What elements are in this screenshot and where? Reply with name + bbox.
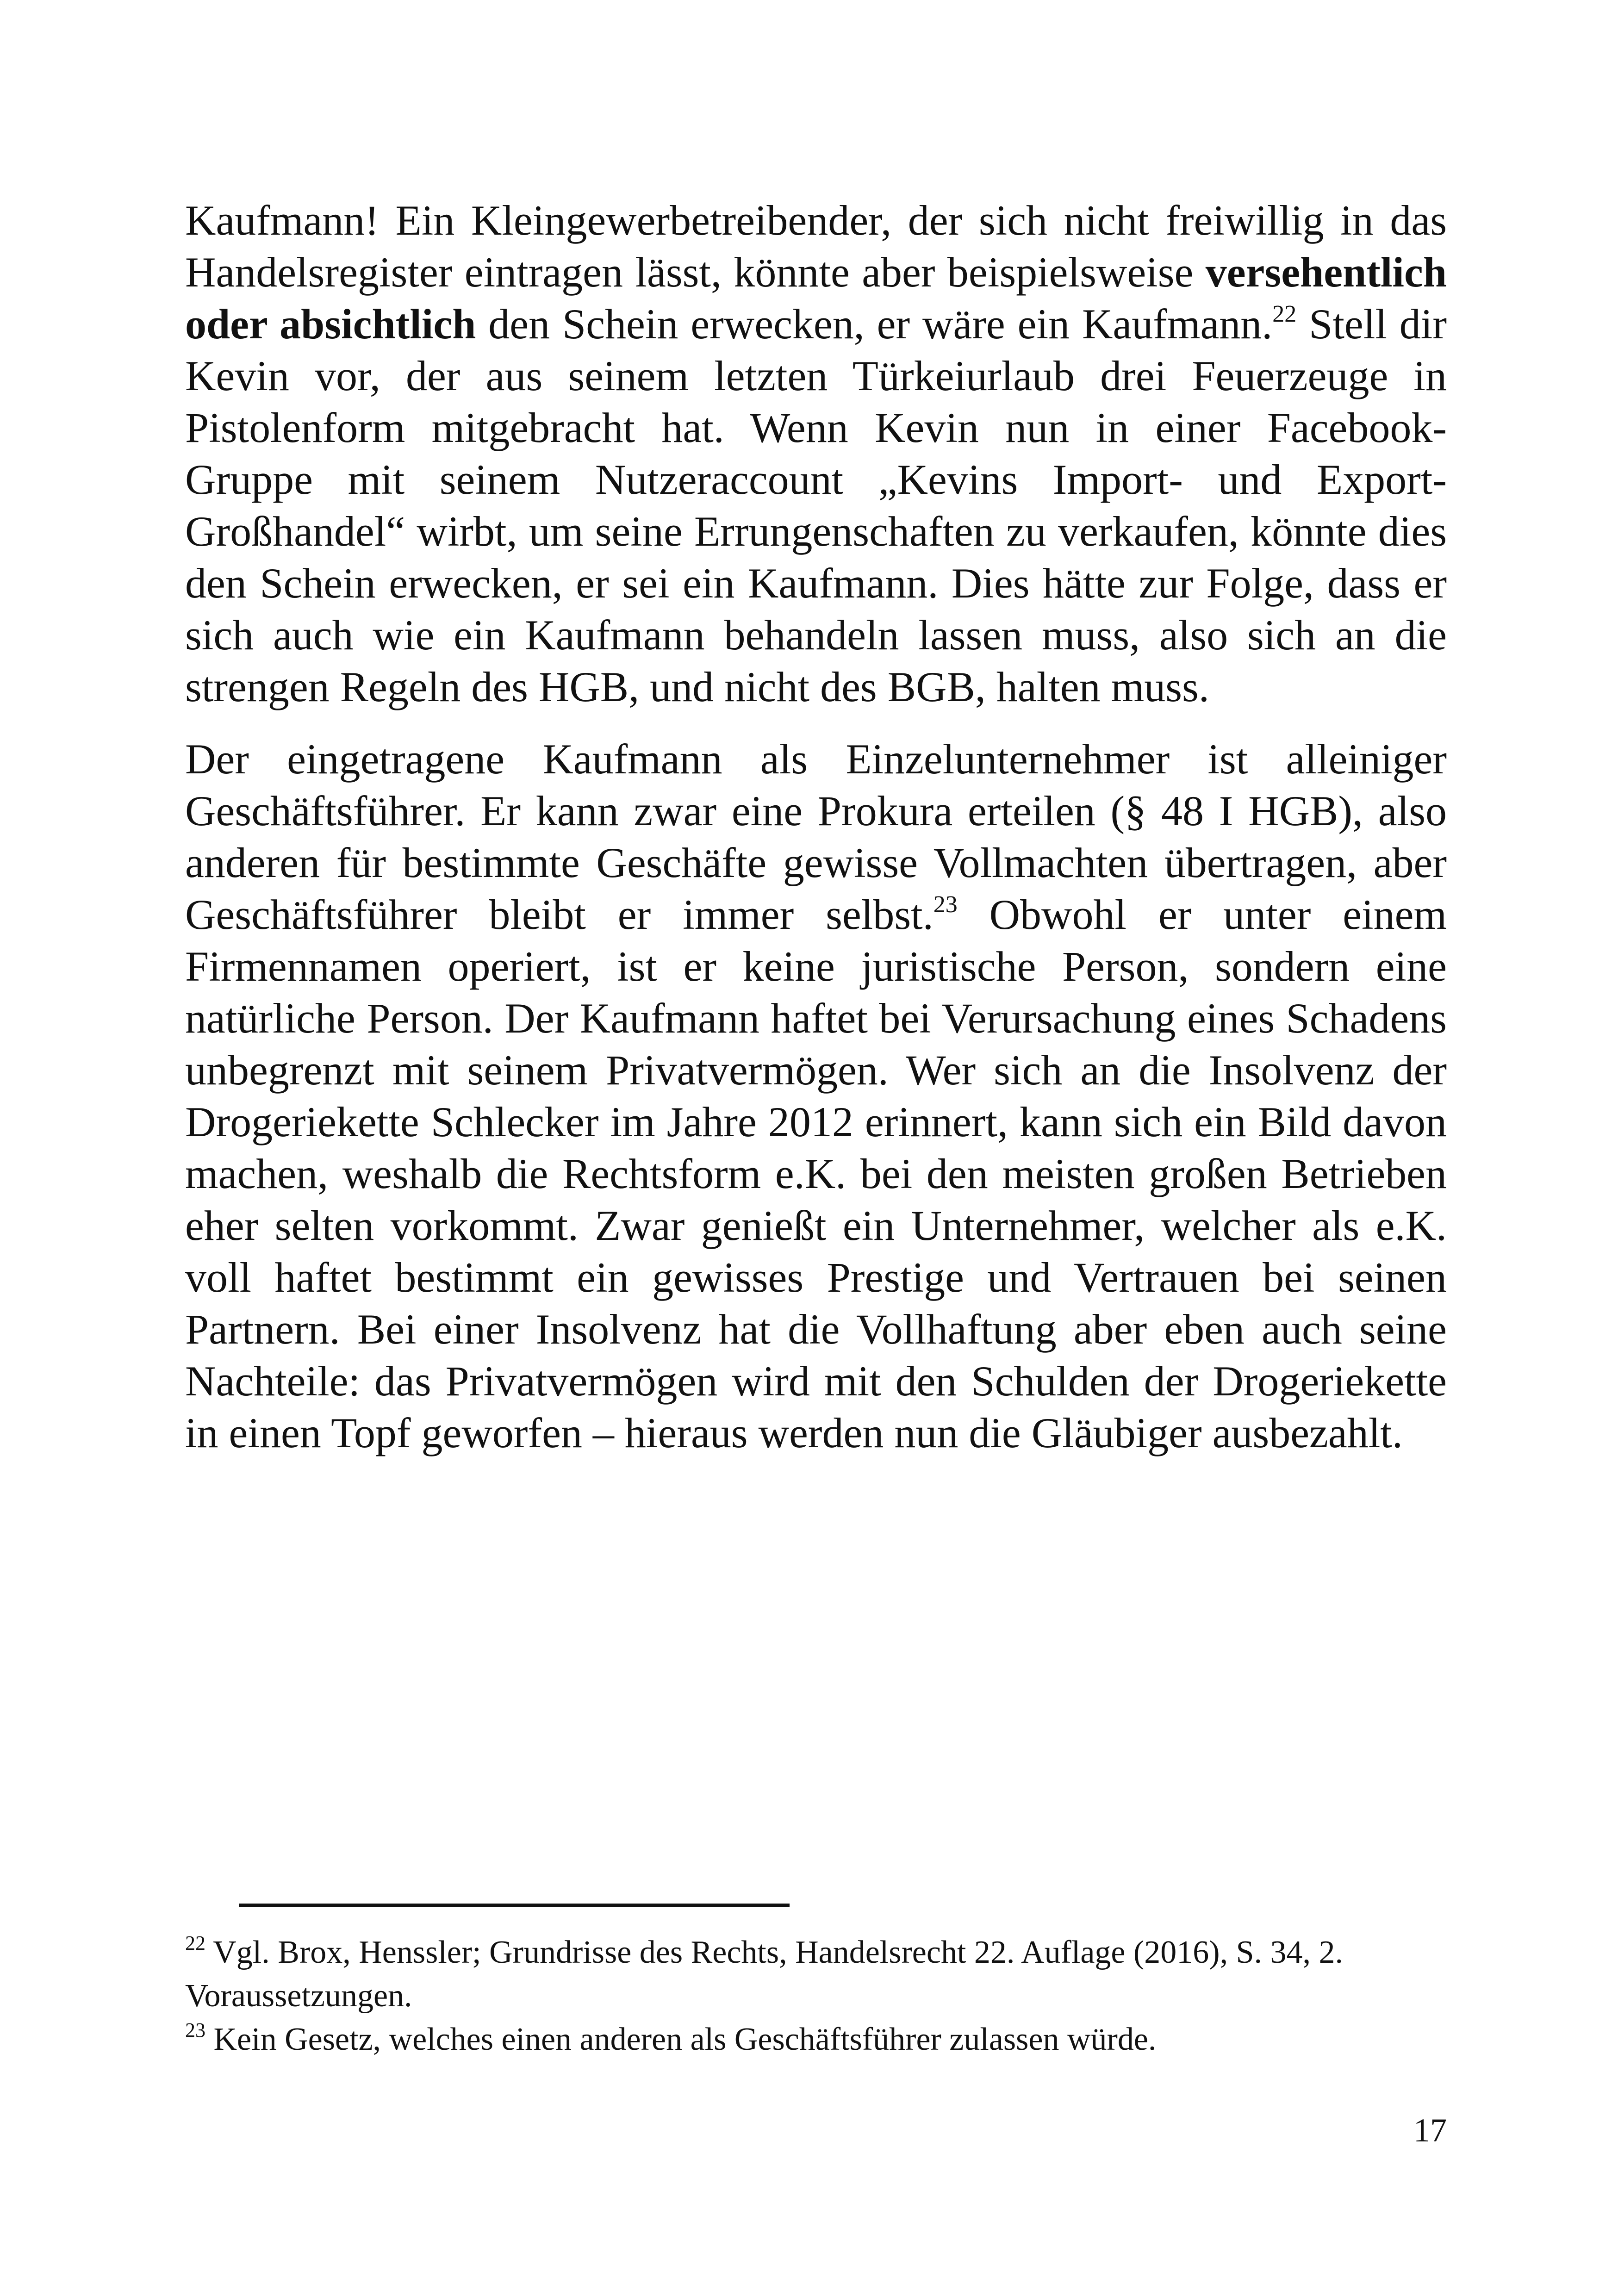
page-number: 17 <box>1413 2112 1447 2149</box>
footnote-22 <box>185 1931 1447 2018</box>
paragraph-1-bold-phrase: versehentlich oder absichtlich <box>185 249 1447 348</box>
footnote-number: 22 <box>185 1932 205 1954</box>
paragraph-1-text-a: Kaufmann! Ein Kleingewerbetreibender, der sich nicht freiwillig in das Handelsregister eintragen lässt, könnte aber beispielsweise <box>185 197 1447 296</box>
paragraph-2-text-a: Der eingetragene Kaufmann als Einzelunternehmer ist alleiniger Geschäftsführer. Er kann zwar eine Prokura erteilen (§ 48 I HGB), also anderen für bestimmte Geschäfte gewisse Vollmachten übertragen, aber Geschäftsführer bleibt er immer selbst. <box>185 735 1447 938</box>
footnote-23 <box>185 2018 1447 2061</box>
paragraph-2-text-b: Obwohl er unter einem Firmennamen operiert, ist er keine juristische Person, sondern eine natürliche Person. Der Kaufmann haftet bei Verursachung eines Schadens unbegrenzt mit seinem Privatvermögen. Wer sich an die Insolvenz der Drogeriekette Schlecker im Jahre 2012 erinnert, kann sich ein Bild davon machen, weshalb die Rechtsform e.K. bei den meisten großen Betrieben eher selten vorkommt. Zwar genießt ein Unternehmer, welcher als e.K. voll haftet bestimmt ein gewisses Prestige und Vertrauen bei seinen Partnern. Bei einer Insolvenz hat die Vollhaftung aber eben auch seine Nachteile: das Privatvermögen wird mit den Schulden der Drogeriekette in einen Topf geworfen – hieraus werden nun die Gläubiger ausbezahlt. <box>185 891 1447 1456</box>
paragraph-1 <box>185 194 1447 713</box>
paragraph-2 <box>185 733 1447 1459</box>
body-text <box>185 194 1447 1479</box>
footnote-text: Vgl. Brox, Henssler; Grundrisse des Rechts, Handelsrecht 22. Auflage (2016), S. 34, 2. Voraussetzungen. <box>185 1935 1344 2014</box>
footnote-text: Kein Gesetz, welches einen anderen als Geschäftsführer zulassen würde. <box>205 2022 1157 2057</box>
footnotes <box>185 1931 1447 2061</box>
footnote-ref-22: 22 <box>1272 301 1297 327</box>
footnote-separator <box>239 1904 790 1907</box>
paragraph-1-text-b: den Schein erwecken, er wäre ein Kaufmann. <box>476 300 1273 348</box>
paragraph-1-text-c: Stell dir Kevin vor, der aus seinem letzten Türkeiurlaub drei Feuerzeuge in Pistolenform mitgebracht hat. Wenn Kevin nun in einer Facebook-Gruppe mit seinem Nutzeraccount „Kevins Import- und Export-Großhandel“ wirbt, um seine Errungenschaften zu verkaufen, könnte dies den Schein erwecken, er sei ein Kaufmann. Dies hätte zur Folge, dass er sich auch wie ein Kaufmann behandeln lassen muss, also sich an die strengen Regeln des HGB, und nicht des BGB, halten muss. <box>185 300 1447 710</box>
footnote-ref-23: 23 <box>933 891 958 918</box>
footnote-number: 23 <box>185 2019 205 2041</box>
